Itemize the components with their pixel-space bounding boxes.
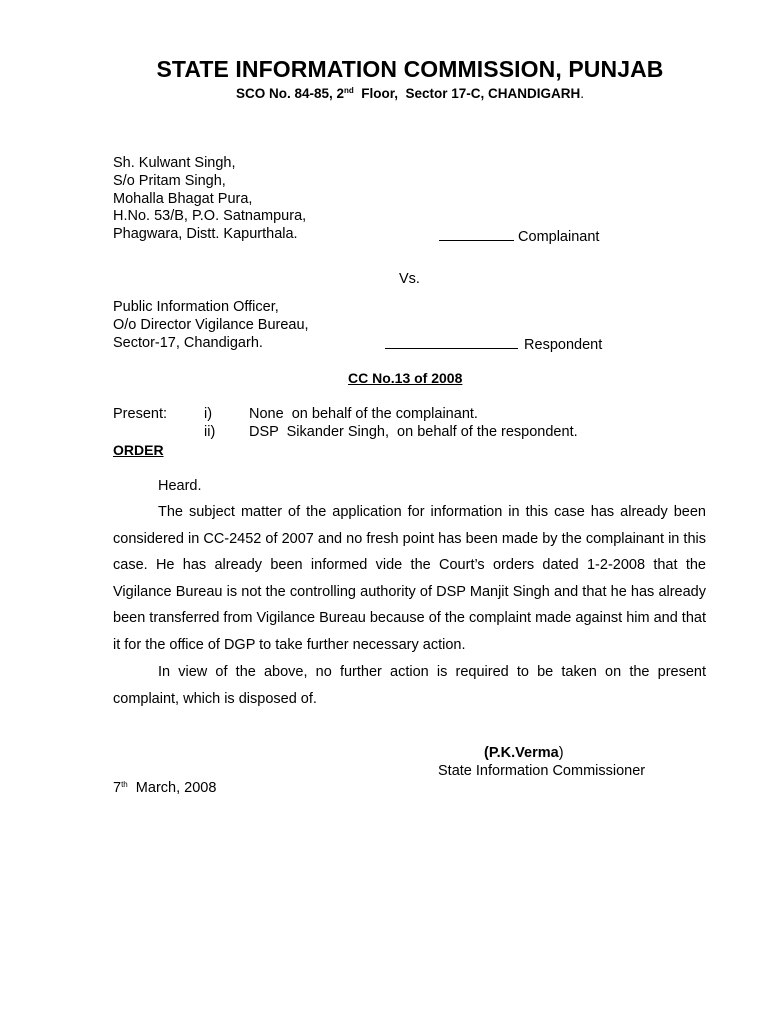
office-address-prefix: SCO No. 84-85, 2 — [235, 86, 344, 101]
respondent-address-line: O/o Director Vigilance Bureau, — [113, 316, 309, 333]
complainant-address-line: S/o Pritam Singh, — [113, 172, 226, 189]
complainant-address-line: Sh. Kulwant Singh, — [113, 155, 236, 171]
respondent-address-line: Sector-17, Chandigarh. — [113, 334, 263, 351]
office-address-suffix: Floor, Sector 17-C, CHANDIGARH — [353, 86, 581, 101]
respondent-signature-line — [385, 333, 518, 349]
respondent-role-label: Respondent — [524, 337, 603, 353]
signature-close-paren: ) — [558, 745, 564, 761]
respondent-address — [113, 299, 309, 352]
office-address — [0, 86, 770, 101]
order-paragraph: The subject matter of the application for information in this case has already been considered in CC-2452 of 2007 and no fresh point has been made by the complainant in this case. He has already been informed vide the Court’s orders dated 1-2-2008 that the Vigilance Bureau is not the controlling authority of DSP Manjit Singh and that he has already been transferred from Vigilance Bureau because of the complaint made against him and that it for the office of DGP to take further necessary action. — [113, 504, 706, 653]
present-item-num: ii) — [204, 424, 216, 440]
complainant-signature-line — [439, 226, 514, 241]
order-heading: ORDER — [113, 442, 164, 458]
order-date-day: 7 — [113, 780, 122, 796]
signature-designation: State Information Commissioner — [438, 763, 646, 779]
present-item-text: DSP Sikander Singh, on behalf of the respondent. — [249, 424, 578, 440]
order-date-rest: March, 2008 — [127, 780, 217, 796]
signature-name-text: P.K.Verma — [488, 745, 559, 761]
heard-text: Heard. — [158, 478, 202, 494]
versus-label: Vs. — [399, 271, 420, 287]
case-number: CC No.13 of 2008 — [348, 370, 463, 386]
complainant-address-line: Phagwara, Distt. Kapurthala. — [113, 226, 298, 243]
signature-open-paren: ( — [484, 745, 489, 761]
order-paragraph: In view of the above, no further action is required to be taken on the present complaint, which is disposed of. — [113, 664, 706, 707]
complainant-address-line: H.No. 53/B, P.O. Satnampura, — [113, 208, 307, 225]
present-label: Present: — [113, 406, 167, 422]
page-title: STATE INFORMATION COMMISSION, PUNJAB — [156, 56, 664, 82]
complainant-role-label: Complainant — [518, 229, 600, 245]
complainant-address-line: Mohalla Bhagat Pura, — [113, 190, 253, 207]
signature-name — [484, 745, 564, 761]
present-item-text: None on behalf of the complainant. — [249, 406, 478, 422]
order-date-ordinal: th — [121, 780, 128, 789]
respondent-role — [385, 333, 602, 353]
present-item-num: i) — [204, 406, 213, 422]
office-address-ordinal: nd — [343, 86, 354, 95]
complainant-role — [439, 226, 599, 245]
order-date — [113, 780, 216, 796]
office-address-end: . — [580, 86, 585, 101]
respondent-address-line: Public Information Officer, — [113, 299, 279, 315]
complainant-address — [113, 155, 306, 244]
